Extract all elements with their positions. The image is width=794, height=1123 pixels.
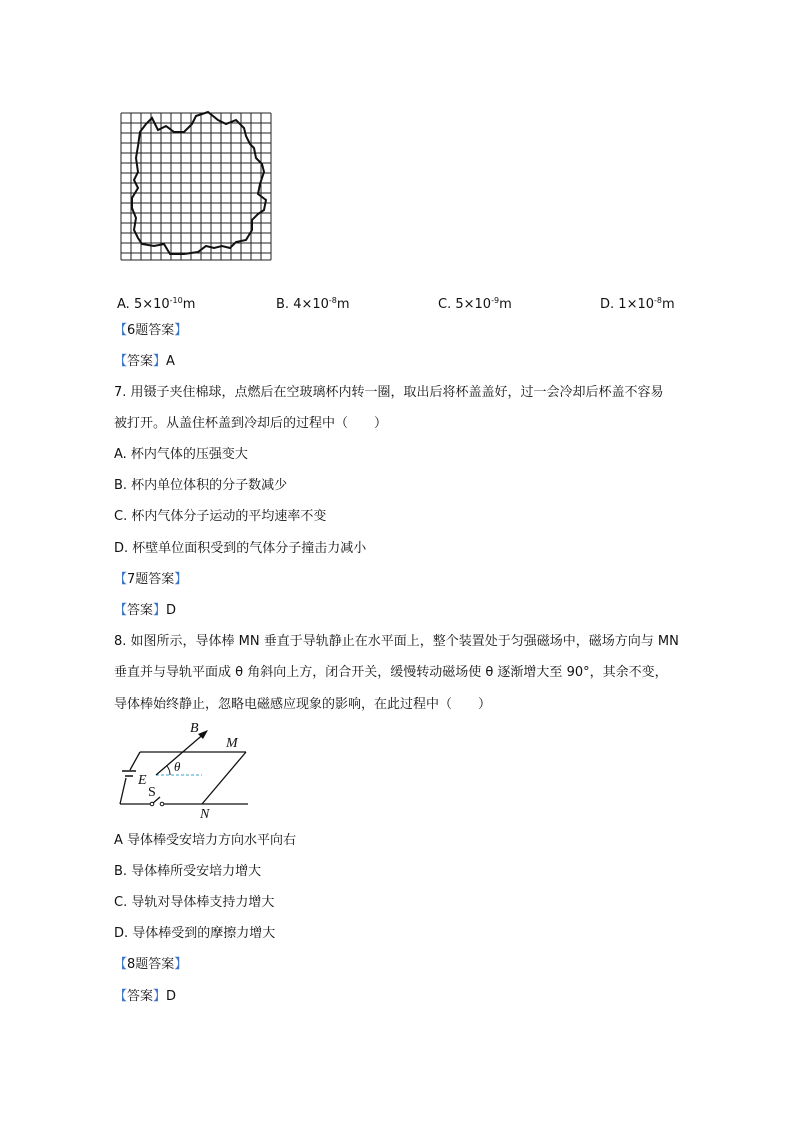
q8-question-line-2: 垂直并与导轨平面成 θ 角斜向上方，闭合开关，缓慢转动磁场使 θ 逐渐增大至 90°，其余不变， <box>114 665 668 680</box>
label-e: E <box>138 773 147 788</box>
q8-option-c: C. 导轨对导体棒支持力增大 <box>114 895 275 910</box>
q6-answer: 【答案】A <box>114 354 175 369</box>
q6-choice-a: A. $5\times 10^{-10}m$ <box>117 296 196 312</box>
q8-option-b: B. 导体棒所受安培力增大 <box>114 864 262 879</box>
label-theta: θ <box>174 759 181 774</box>
battery-icon <box>122 771 136 776</box>
q7-answer: 【答案】D <box>114 603 177 618</box>
left-wire <box>120 752 140 804</box>
q7-option-d: D. 杯壁单位面积受到的气体分子撞击力减小 <box>114 541 367 556</box>
q8-option-d: D. 导体棒受到的摩擦力增大 <box>114 926 276 941</box>
q7-option-b: B. 杯内单位体积的分子数减少 <box>114 478 288 493</box>
theta-arc <box>167 766 170 775</box>
q7-question-line-1: 7. 用镊子夹住棉球，点燃后在空玻璃杯内转一圈，取出后将杯盖盖好，过一会冷却后杯盖不容易 <box>114 385 664 400</box>
q8-question-line-3: 导体棒始终静止，忽略电磁感应现象的影响，在此过程中（ ） <box>114 697 492 712</box>
conductor-mn <box>202 752 246 804</box>
q6-choice-b: B. $4\times 10^{-8}m$ <box>276 296 350 312</box>
q6-choice-d: D. $1\times 10^{-8}m$ <box>600 296 675 312</box>
circuit-rail-figure <box>112 718 262 820</box>
label-s: S <box>148 785 156 800</box>
q7-option-c: C. 杯内气体分子运动的平均速率不变 <box>114 509 327 524</box>
q7-option-a: A. 杯内气体的压强变大 <box>114 447 248 462</box>
oil-film-grid-figure <box>118 110 274 263</box>
label-n: N <box>200 807 210 820</box>
q8-answer-header: 【8题答案】 <box>114 957 188 972</box>
q6-answer-header: 【6题答案】 <box>114 323 188 338</box>
q8-question-line-1: 8. 如图所示，导体棒 MN 垂直于导轨静止在水平面上，整个装置处于匀强磁场中，磁场方向与 MN <box>114 634 679 649</box>
q8-answer: 【答案】D <box>114 989 177 1004</box>
q7-answer-header: 【7题答案】 <box>114 572 188 587</box>
label-b: B <box>190 721 199 736</box>
field-b-arrow <box>156 732 206 775</box>
q6-choice-c: C. $5\times 10^{-9}m$ <box>438 296 512 312</box>
label-m: M <box>226 736 238 751</box>
q8-option-a: A 导体棒受安培力方向水平向右 <box>114 833 297 848</box>
q7-question-line-2: 被打开。从盖住杯盖到冷却后的过程中（ ） <box>114 416 388 431</box>
